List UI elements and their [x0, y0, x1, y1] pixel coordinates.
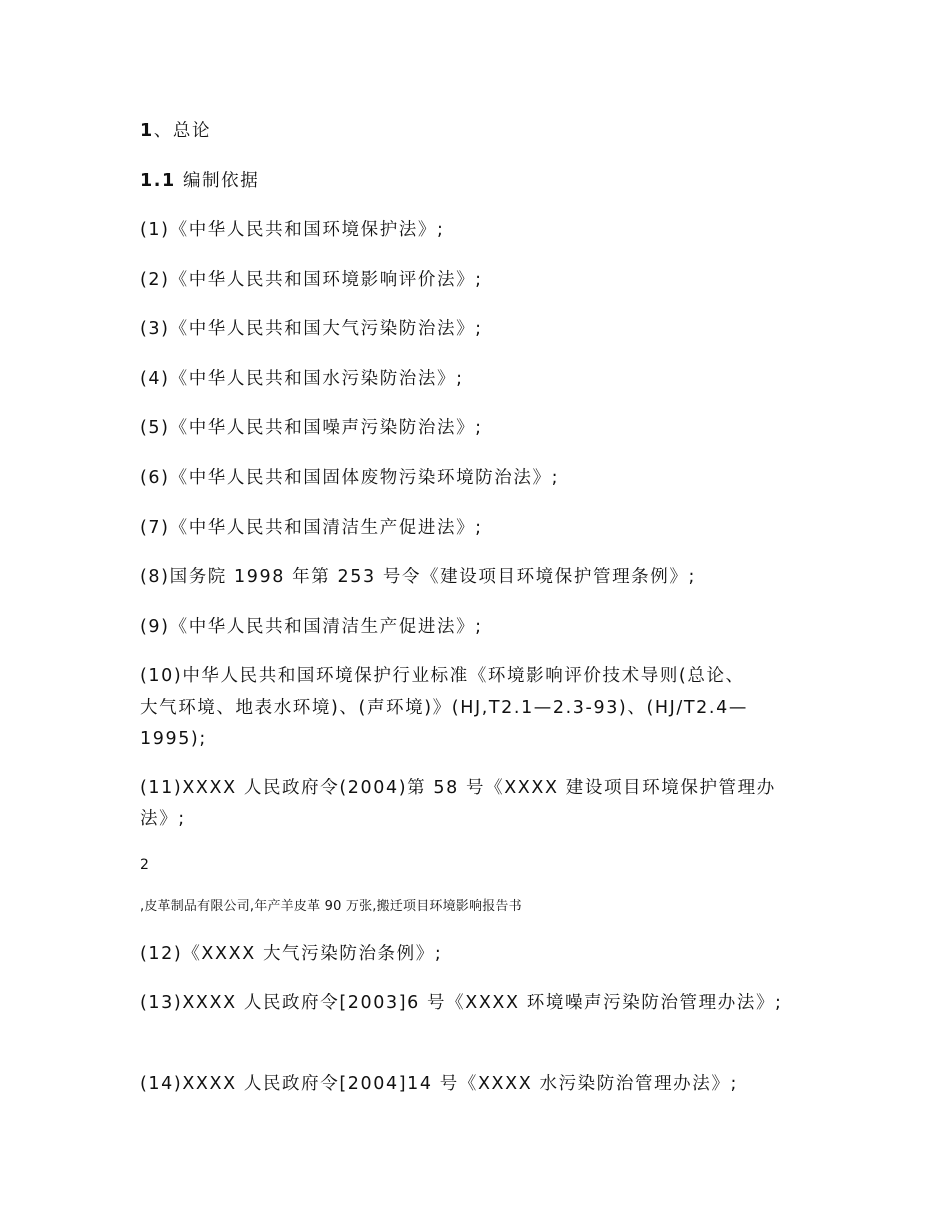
section-heading-1-1	[140, 167, 259, 195]
basis-item-14: (14)XXXX 人民政府令[2004]14 号《XXXX 水污染防治管理办法》;	[140, 1074, 738, 1094]
basis-item-2: (2)《中华人民共和国环境影响评价法》;	[140, 270, 483, 290]
basis-item-13: (13)XXXX 人民政府令[2003]6 号《XXXX 环境噪声污染防治管理办法》;	[140, 993, 783, 1013]
subsection-number: 1.1	[140, 171, 176, 191]
section-heading-1	[140, 117, 211, 145]
page-number: 2	[140, 857, 149, 873]
subsection-title: 编制依据	[182, 171, 260, 191]
running-header: ,皮革制品有限公司,年产羊皮革 90 万张,搬迁项目环境影响报告书	[140, 899, 522, 914]
basis-item-11-line-1: (11)XXXX 人民政府令(2004)第 58 号《XXXX 建设项目环境保护管理办	[140, 778, 776, 798]
basis-item-11-line-2: 法》;	[140, 809, 186, 829]
basis-item-12: (12)《XXXX 大气污染防治条例》;	[140, 944, 443, 964]
basis-item-6: (6)《中华人民共和国固体废物污染环境防治法》;	[140, 468, 560, 488]
basis-item-7: (7)《中华人民共和国清洁生产促进法》;	[140, 518, 483, 538]
basis-item-8: (8)国务院 1998 年第 253 号令《建设项目环境保护管理条例》;	[140, 567, 696, 587]
basis-item-10-line-3: 1995);	[140, 729, 207, 749]
basis-item-10-line-1: (10)中华人民共和国环境保护行业标准《环境影响评价技术导则(总论、	[140, 666, 745, 686]
basis-item-4: (4)《中华人民共和国水污染防治法》;	[140, 369, 464, 389]
basis-item-5: (5)《中华人民共和国噪声污染防治法》;	[140, 418, 483, 438]
basis-item-10-line-2: 大气环境、地表水环境)、(声环境)》(HJ,T2.1—2.3-93)、(HJ/T2.4—	[140, 698, 748, 718]
basis-item-1: (1)《中华人民共和国环境保护法》;	[140, 220, 445, 240]
basis-item-3: (3)《中华人民共和国大气污染防治法》;	[140, 319, 483, 339]
basis-item-9: (9)《中华人民共和国清洁生产促进法》;	[140, 617, 483, 637]
section-title: 、总论	[153, 121, 212, 141]
section-number: 1	[140, 121, 154, 141]
